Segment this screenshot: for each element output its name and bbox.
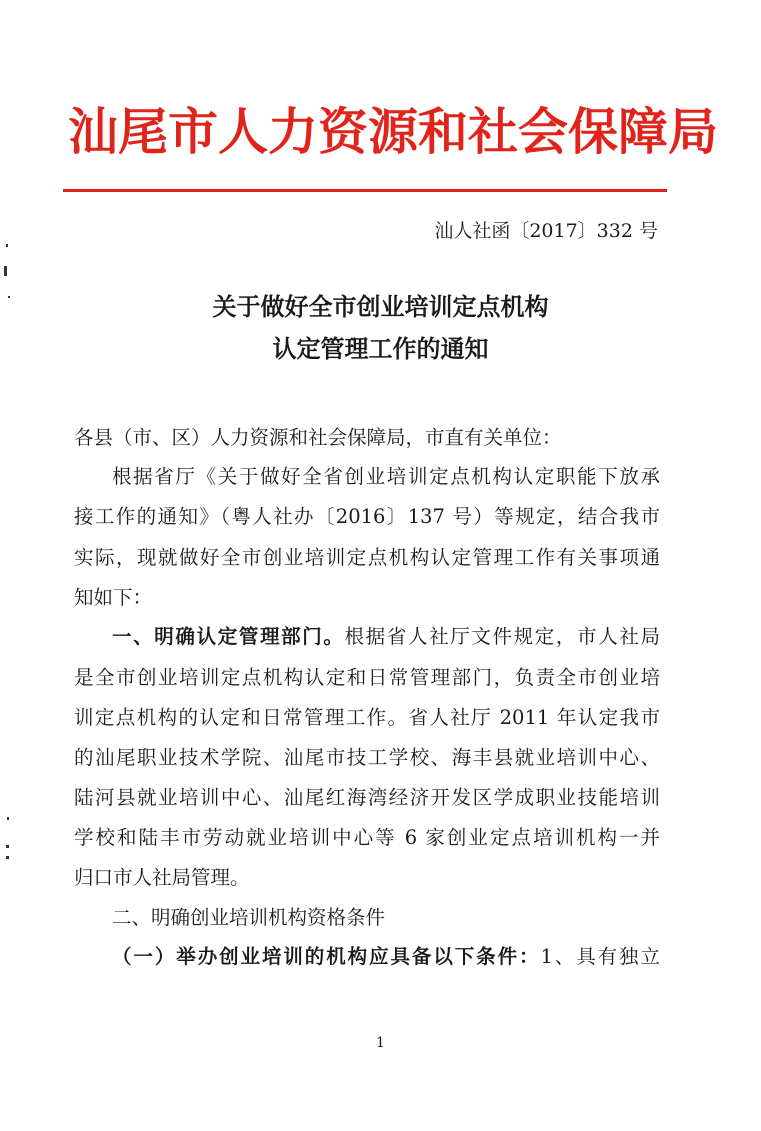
scan-speck: [8, 296, 10, 298]
scan-speck: [6, 856, 9, 859]
section1-heading: 一、明确认定管理部门。: [112, 625, 345, 648]
title-line-2: 认定管理工作的通知: [272, 335, 489, 363]
scan-speck: [4, 266, 7, 276]
section1-first-line-text: 根据省人社厅文件规定，市人社局: [344, 625, 660, 648]
letterhead-red-rule: [63, 189, 667, 192]
paragraph1-line: 接工作的通知》（粤人社办〔2016〕137 号）等规定，结合我市: [74, 505, 660, 528]
section1-line: 训定点机构的认定和日常管理工作。省人社厅 2011 年认定我市: [74, 706, 660, 729]
scan-speck: [7, 817, 9, 820]
section2-heading: 二、明确创业培训机构资格条件: [112, 906, 386, 929]
section2-sub1-line: [112, 942, 660, 972]
page-number: 1: [376, 1035, 385, 1051]
section1-line: 学校和陆丰市劳动就业培训中心等 6 家创业定点培训机构一并: [74, 826, 660, 849]
paragraph1-line: 根据省厅《关于做好全省创业培训定点机构认定职能下放承: [112, 465, 660, 488]
section1-line: 陆河县就业培训中心、汕尾红海湾经济开发区学成职业技能培训: [74, 786, 660, 809]
section2-sub1-text: 1、具有独立: [540, 945, 660, 968]
salutation: 各县（市、区）人力资源和社会保障局，市直有关单位：: [74, 426, 562, 449]
paragraph1-line: 实际，现就做好全市创业培训定点机构认定管理工作有关事项通: [74, 546, 660, 569]
document-number: 汕人社函〔2017〕332 号: [434, 220, 658, 242]
section1-line: 是全市创业培训定点机构认定和日常管理部门，负责全市创业培: [74, 666, 660, 689]
section1-line: 归口市人社局管理。: [74, 866, 250, 889]
title-line-1: 关于做好全市创业培训定点机构: [212, 293, 549, 321]
section1-line: 的汕尾职业技术学院、汕尾市技工学校、海丰县就业培训中心、: [74, 746, 660, 769]
scan-speck: [6, 244, 8, 247]
scan-speck: [6, 845, 9, 848]
letterhead-org-name: 汕尾市人力资源和社会保障局: [68, 102, 718, 161]
paragraph1-line: 知如下：: [74, 586, 153, 609]
section2-sub1-heading: （一）举办创业培训的机构应具备以下条件：: [112, 945, 541, 968]
section1-first-line: [112, 622, 660, 652]
